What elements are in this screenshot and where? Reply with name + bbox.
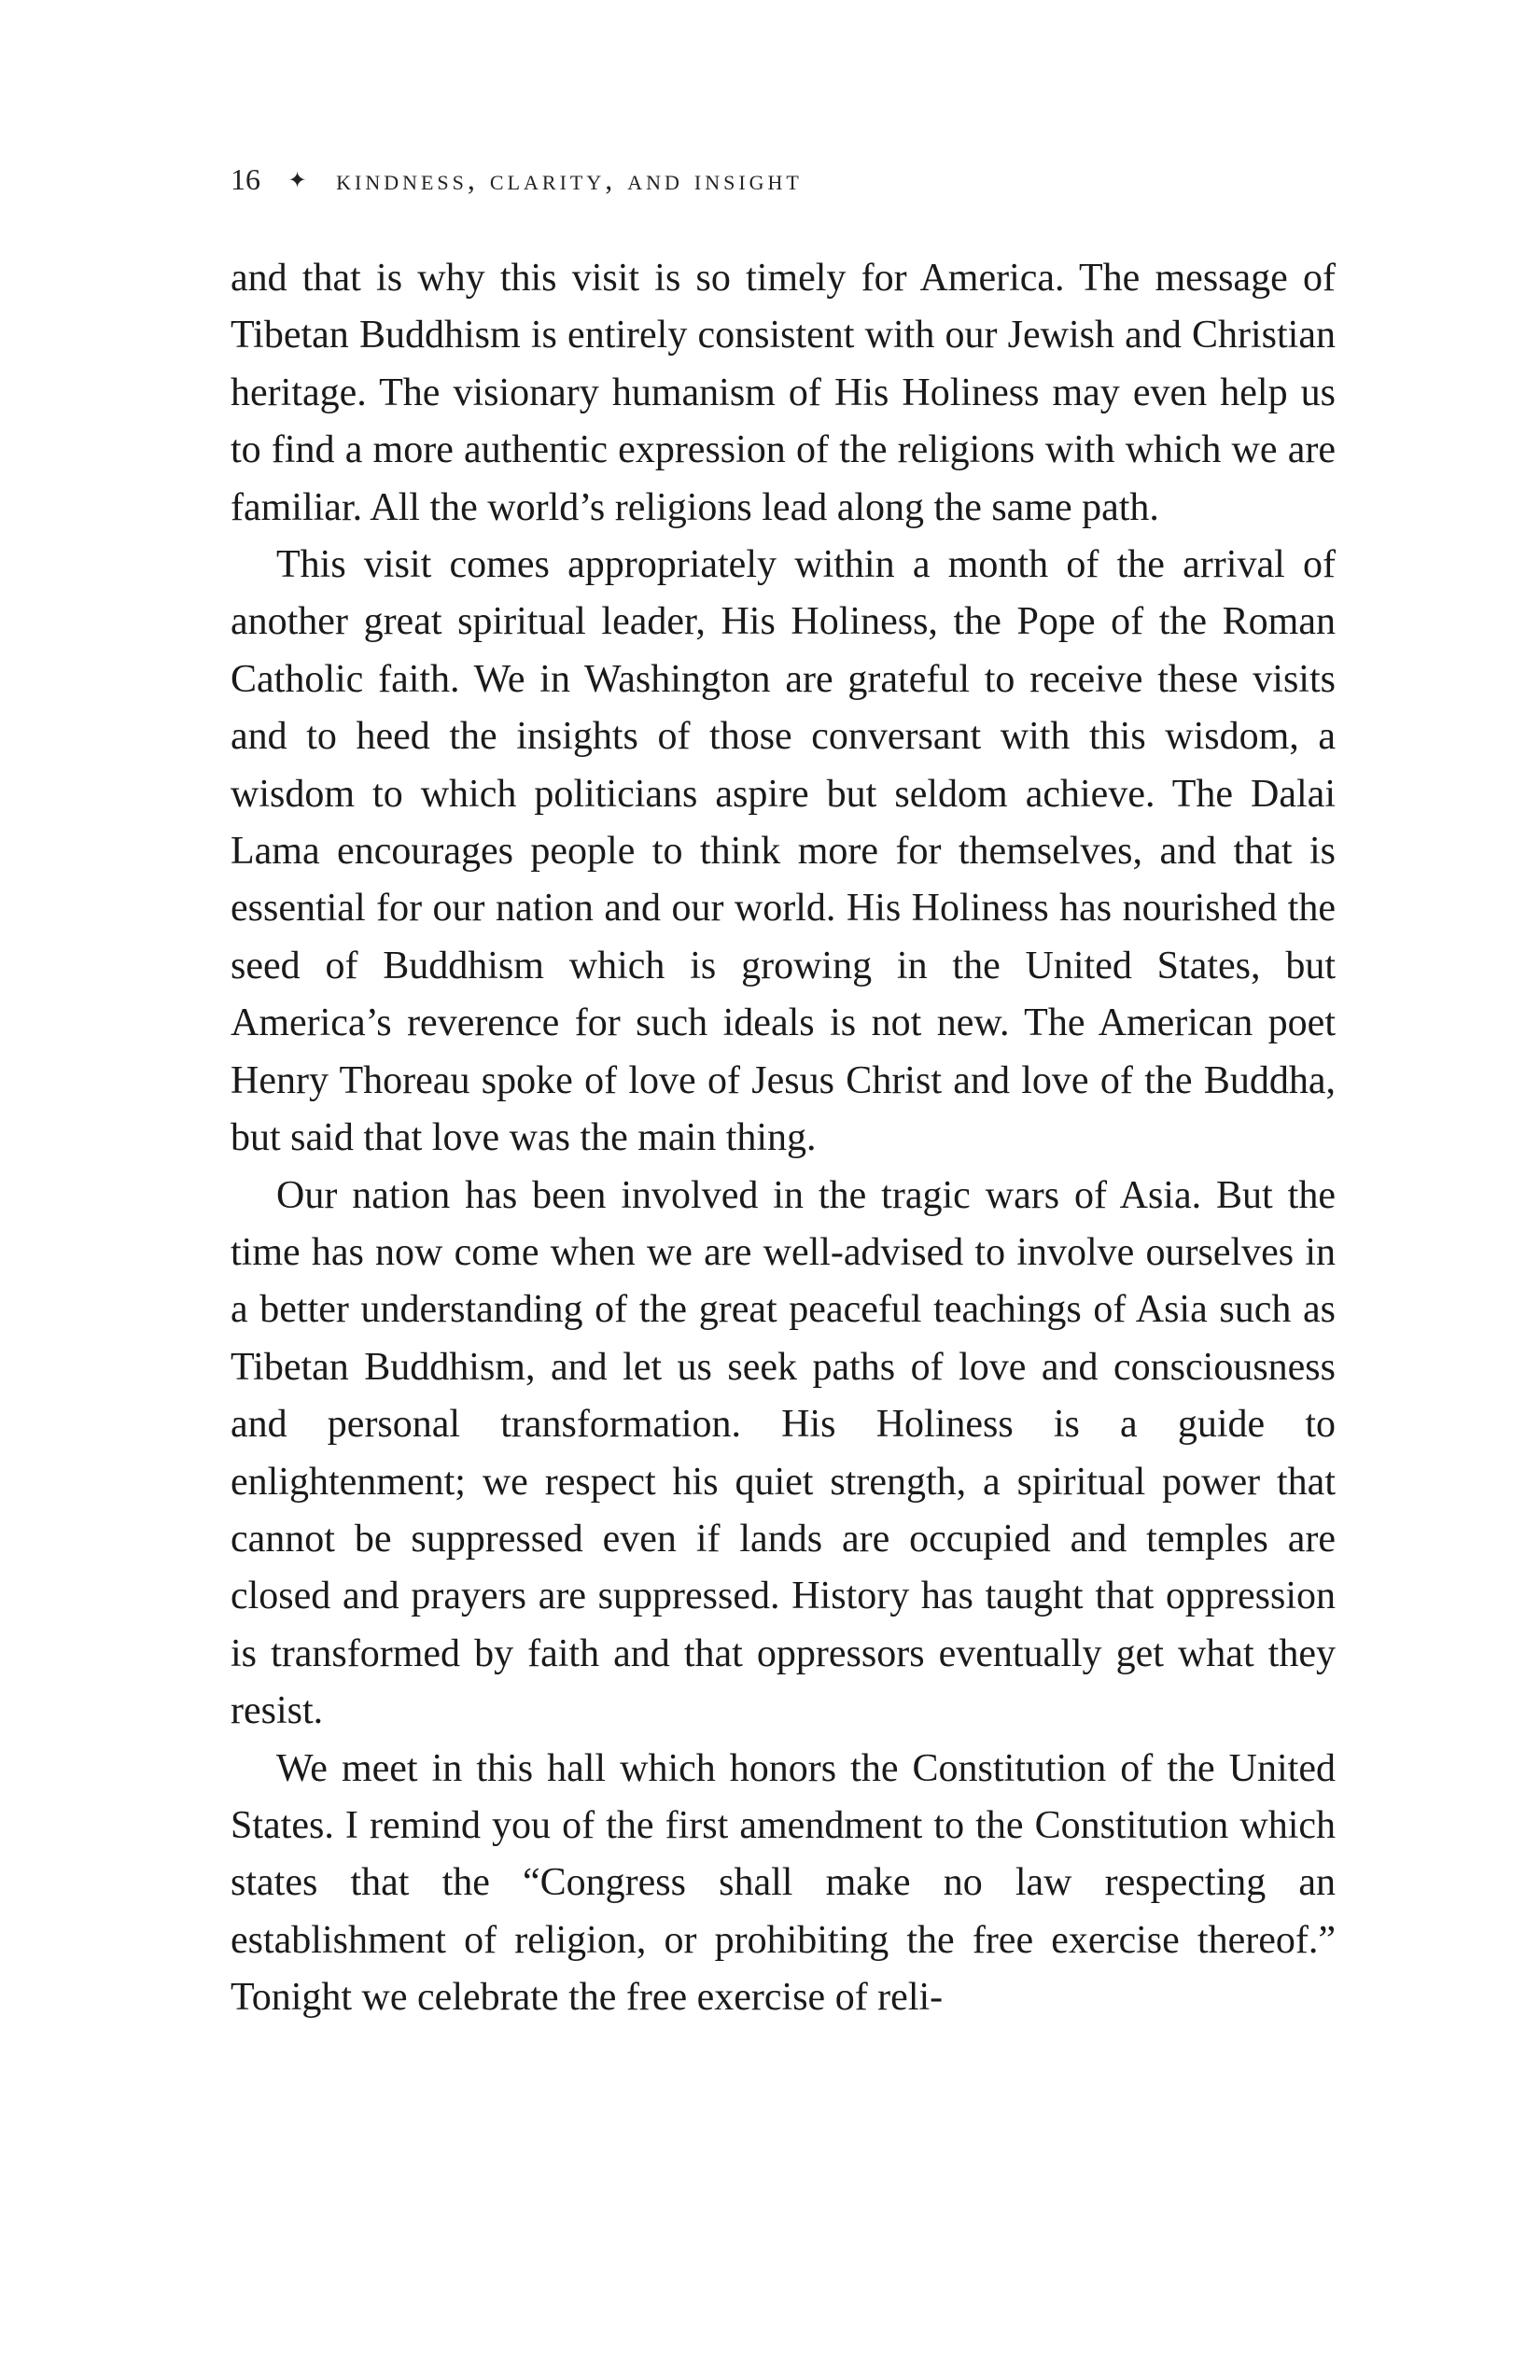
page-number: 16 — [231, 162, 260, 196]
paragraph: Our nation has been involved in the tragic wars of Asia. But the time has now come when we are well-advised to involve ourselves in a better understanding of the great peaceful teachings of Asia such as Tibetan Buddhism, and let us seek paths of love and consciousness and personal transformation. His Holiness is a guide to enlightenment; we respect his quiet strength, a spiritual power that cannot be suppressed even if lands are occupied and temples are closed and prayers are suppressed. History has taught that oppression is transformed by faith and that oppressors eventually get what they resist. — [231, 1173, 1336, 1733]
paragraph: We meet in this hall which honors the Constitution of the United States. I remind you of the first amendment to the Constitution which states that the “Congress shall make no law respecting an establishment of religion, or prohibiting the free exercise thereof.” Tonight we celebrate the free exercise of reli- — [231, 1746, 1336, 2020]
running-title: kindness, clarity, and insight — [336, 162, 803, 196]
body-text — [231, 250, 1336, 2027]
paragraph-continued: and that is why this visit is so timely for America. The message of Tibetan Buddhism is entirely consistent with our Jewish and Christian heritage. The visionary humanism of His Holiness may even help us to find a more authentic expression of the religions with which we are familiar. All the world’s religions lead along the same path. — [231, 257, 1336, 529]
paragraph: This visit comes appropriately within a month of the arrival of another great spiritual leader, His Holiness, the Pope of the Roman Catholic faith. We in Washington are grateful to receive these visits and to heed the insights of those conversant with this wisdom, a wisdom to which politicians aspire but seldom achieve. The Dalai Lama encourages people to think more for themselves, and that is essential for our nation and our world. His Holiness has nourished the seed of Buddhism which is growing in the United States, but America’s reverence for such ideals is not new. The American poet Henry Thoreau spoke of love of Jesus Christ and love of the Buddha, but said that love was the main thing. — [231, 543, 1336, 1160]
star-ornament-icon: ✦ — [287, 169, 307, 193]
running-head — [231, 161, 1332, 202]
